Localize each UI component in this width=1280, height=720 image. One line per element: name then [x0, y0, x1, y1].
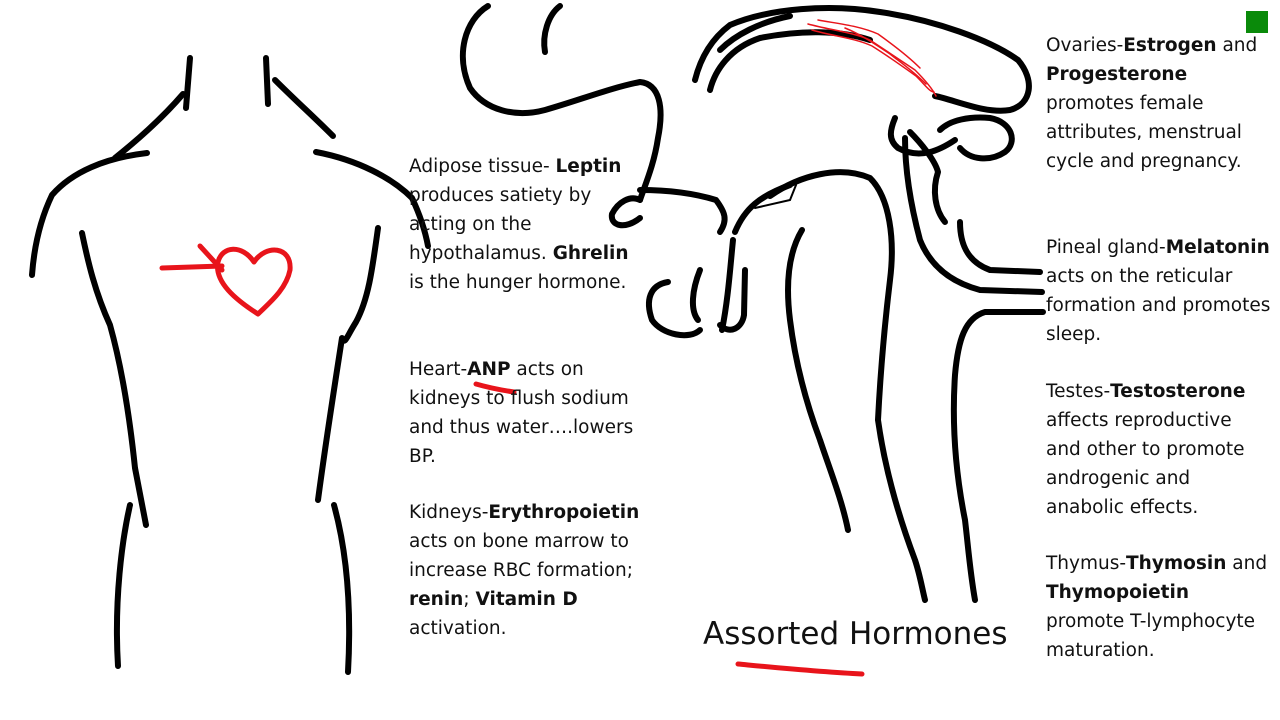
note-testes: Testes-Testosterone affects reproductive and other to promote androgenic and anabolic effects. — [1046, 381, 1246, 518]
note-adipose: Adipose tissue- Leptin produces satiety by acting on the hypothalamus. Ghrelin is the hunger hormone. — [409, 156, 629, 293]
note-kidneys: Kidneys-Erythropoietin acts on bone marrow to increase RBC formation; renin; Vitamin D activation. — [409, 502, 640, 639]
torso-drawing — [32, 58, 428, 672]
note-heart: Heart-ANP acts on kidneys to flush sodium and thus water….lowers BP. — [409, 359, 634, 467]
note-ovaries: Ovaries-Estrogen and Progesterone promotes female attributes, menstrual cycle and pregnancy. — [1046, 35, 1258, 172]
note-pineal: Pineal gland-Melatonin acts on the reticular formation and promotes sleep. — [1046, 237, 1271, 345]
heart-icon — [162, 246, 290, 314]
page-title: Assorted Hormones — [703, 616, 1008, 652]
note-thymus: Thymus-Thymosin and Thymopoietin promote T-lymphocyte maturation. — [1046, 553, 1268, 661]
corner-square — [1246, 11, 1268, 33]
title-underline — [738, 664, 862, 674]
